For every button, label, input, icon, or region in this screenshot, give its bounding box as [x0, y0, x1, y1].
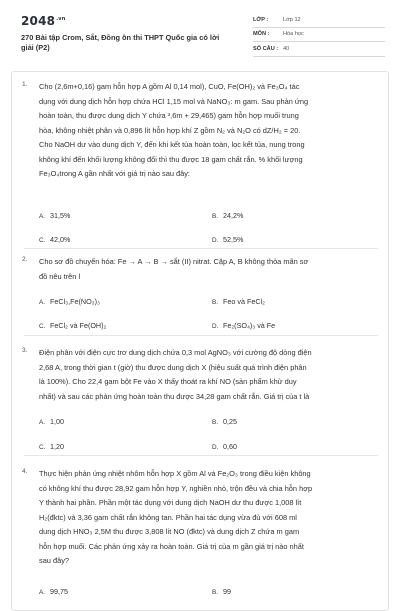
question-line: Cho sơ đồ chuyển hóa: Fe → A → B → sắt (II) nitrat. Cặp A, B không thỏa mãn sơ — [39, 257, 309, 266]
question-text — [39, 346, 381, 404]
option-d[interactable]: D. Fe₂(SO₄)₃ và Fe — [212, 321, 276, 330]
question-number: 2. — [22, 256, 28, 263]
meta-class-value: Lớp 12 — [283, 16, 301, 23]
option-a[interactable]: A. 31,5% — [39, 211, 71, 220]
option-d-text: 0,60 — [223, 442, 237, 451]
meta-subject-row — [253, 28, 385, 43]
question-line: hòa, không nhiệt phân và 0,896 lít hỗn hợp khí Z gồm N₂ và N₂O có dZ/H₂ = 20. — [39, 125, 301, 135]
meta-table — [253, 13, 385, 57]
question-divider — [24, 455, 378, 456]
option-c-text: 1,20 — [50, 442, 64, 451]
option-d[interactable]: D. 0,60 — [212, 442, 237, 451]
question-line: 2,68 A, trong thời gian t (giờ) thu được dung dịch X (hiệu suất quá trình điện phân — [39, 362, 307, 372]
question-text — [39, 255, 381, 284]
option-d-text: Fe₂(SO₄)₃ và Fe — [223, 321, 276, 330]
question-divider — [24, 248, 378, 249]
question-text — [39, 467, 381, 569]
question-line: sau đây? — [39, 556, 69, 565]
question-line: Cho (2,6m+0,16) gam hỗn hợp A gồm Al 0,14 mol), CuO, Fe(OH)₂ và Fe₃O₄ tác — [39, 82, 300, 91]
meta-count-value: 40 — [283, 45, 290, 52]
option-c[interactable]: C. 42,0% — [39, 235, 71, 244]
option-b-text: 24,2% — [223, 211, 244, 220]
option-a-text: 99,75 — [50, 587, 68, 596]
meta-count-row — [253, 42, 385, 57]
question-line: Điện phân với điện cực trơ dung dịch chứa 0,3 mol AgNO₃ với cường độ dòng điện — [39, 348, 312, 357]
meta-count-label: SỐ CÂU : — [253, 45, 279, 52]
question-line: Thực hiện phản ứng nhiệt nhôm hỗn hợp X gồm Al và Fe₂O₃ trong điều kiện không — [39, 469, 311, 478]
option-d-text: 52,5% — [223, 235, 244, 244]
questions-card — [11, 71, 389, 611]
question-line: không khí đến khối lượng không đổi thì thu được 18 gam chất rắn. % khối lượng — [39, 154, 303, 164]
option-b-text: 0,25 — [223, 417, 237, 426]
question-number: 4. — [22, 468, 28, 475]
option-c-text: 42,0% — [50, 235, 71, 244]
question-line: Cho NaOH dư vào dung dịch Y, đến khi kết tủa hoàn toàn, lọc kết tủa, nung trong — [39, 140, 305, 149]
option-b[interactable]: B. 99 — [212, 587, 231, 596]
question-text — [39, 80, 381, 182]
option-a[interactable]: A. 1,00 — [39, 417, 64, 426]
option-c[interactable]: C. 1,20 — [39, 442, 64, 451]
logo-domain: .vn — [56, 16, 66, 22]
question-number: 1. — [22, 81, 28, 88]
meta-class-row — [253, 13, 385, 28]
option-d[interactable]: D. 52,5% — [212, 235, 244, 244]
question-line: nhất) và sau các phản ứng hoàn toàn thu được 34,28 gam chất rắn. Giá trị của t là — [39, 391, 310, 401]
question-line: hoàn toàn, thu được dung dịch Y chứa ³,6m + 29,465) gam hỗn hợp muối trung — [39, 111, 299, 120]
question-line: có không khí thu được 28,92 gam hỗn hợp Y, nghiền nhỏ, trộn đều và chia hỗn hợp — [39, 483, 313, 493]
question-line: hỗn hợp muối. Các phản ứng xảy ra hoàn toàn. Giá trị của m gần giá trị nào nhất — [39, 541, 304, 551]
brand-logo[interactable] — [21, 14, 66, 28]
option-b-text: 99 — [223, 587, 231, 596]
option-a-text: 31,5% — [50, 211, 71, 220]
logo-text: 2048 — [21, 14, 56, 28]
document-title: 270 Bài tập Crom, Sắt, Đồng ôn thi THPT Quốc gia có lời giải (P2) — [21, 33, 220, 52]
question-line: H₂(đktc) và 3,36 gam chất rắn không tan. Phần hai tác dụng vừa đủ với 608 ml — [39, 512, 297, 522]
option-b-text: Feo và FeCl₂ — [223, 297, 265, 306]
option-c-text: FeCl₂ và Fe(OH)₂ — [50, 321, 107, 330]
option-a-text: 1,00 — [50, 417, 64, 426]
option-a[interactable]: A. FeCl₃,Fe(NO₃)₃ — [39, 297, 100, 306]
option-b[interactable]: B. Feo và FeCl₂ — [212, 297, 265, 306]
meta-subject-label: MÔN : — [253, 31, 270, 38]
question-line: là 100%). Cho 22,4 gam bột Fe vào X thấy thoát ra khí NO (sản phẩm khử duy — [39, 377, 297, 386]
option-c[interactable]: C. FeCl₂ và Fe(OH)₂ — [39, 321, 107, 330]
question-number: 3. — [22, 347, 28, 354]
meta-subject-value: Hóa học — [283, 31, 304, 38]
question-line: Y thành hai phần. Phần một tác dụng với dung dịch NaOH dư thu được 1,008 lít — [39, 498, 302, 507]
question-line: Fe₃O₄trong A gần nhất với giá trị nào sau đây: — [39, 169, 190, 178]
question-divider — [24, 335, 378, 336]
question-line: dụng với dung dịch hỗn hợp chứa HCl 1,15 mol và NaNO₃: m gam. Sau phản ứng — [39, 96, 309, 106]
question-line: đồ nêu trên l — [39, 271, 81, 281]
meta-class-label: LỚP : — [253, 16, 269, 23]
question-line: dung dịch HNO₃ 2,5M thu được 3,808 lít NO (đktc) và dung dịch Z chứa m gam — [39, 527, 300, 536]
page-header — [0, 0, 400, 66]
option-a[interactable]: A. 99,75 — [39, 587, 68, 596]
option-b[interactable]: B. 0,25 — [212, 417, 237, 426]
option-b[interactable]: B. 24,2% — [212, 211, 244, 220]
option-a-text: FeCl₃,Fe(NO₃)₃ — [50, 297, 100, 306]
